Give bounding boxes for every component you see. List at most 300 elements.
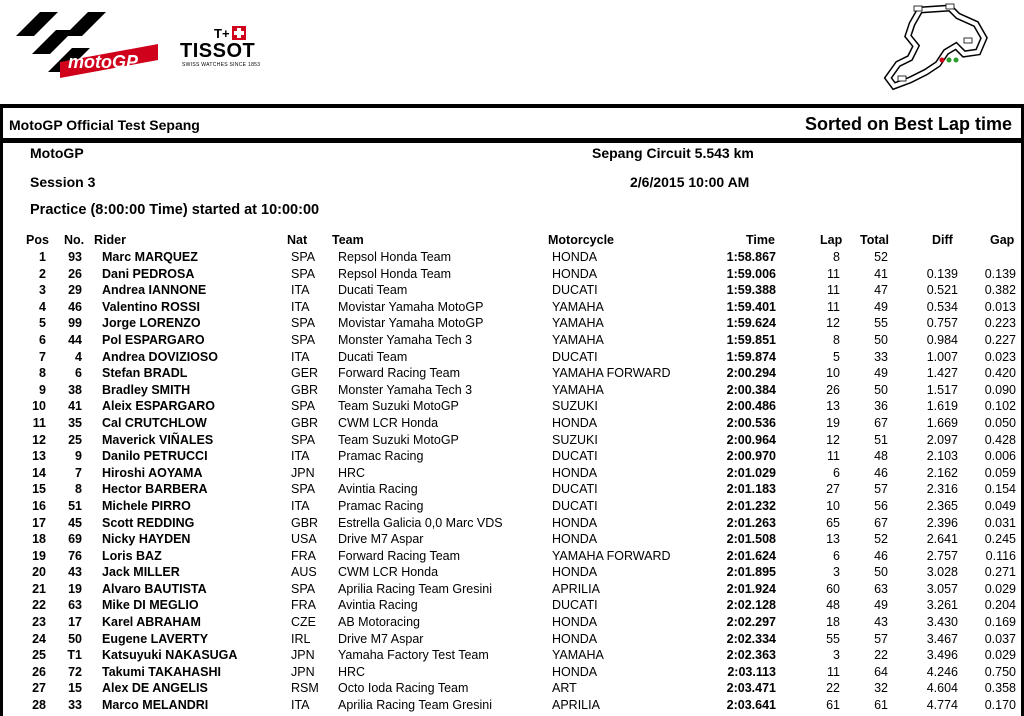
cell-time: 2:01.924 xyxy=(726,581,776,596)
cell-nat: SPA xyxy=(291,250,316,264)
cell-no: 44 xyxy=(68,332,82,347)
cell-nat: ITA xyxy=(291,283,310,298)
cell-diff: 3.430 xyxy=(926,615,958,630)
table-row xyxy=(0,448,1024,465)
cell-rider: Maverick VIÑALES xyxy=(102,432,214,447)
cell-diff: 0.139 xyxy=(926,266,958,281)
cell-lap: 6 xyxy=(833,465,840,480)
cell-no: 8 xyxy=(75,482,82,497)
cell-gap: 0.031 xyxy=(984,515,1016,530)
cell-pos: 13 xyxy=(32,449,46,464)
cell-lap: 22 xyxy=(826,681,840,696)
cell-lap: 55 xyxy=(826,631,840,646)
cell-rider: Karel ABRAHAM xyxy=(102,615,201,630)
cell-team: Repsol Honda Team xyxy=(338,266,452,281)
cell-no: 69 xyxy=(68,532,82,547)
cell-motorcycle: HONDA xyxy=(552,615,598,630)
cell-gap: 0.382 xyxy=(984,283,1016,298)
cell-gap: 0.049 xyxy=(984,498,1016,513)
cell-diff: 0.521 xyxy=(926,283,958,298)
cell-no: 26 xyxy=(68,266,82,281)
cell-total: 22 xyxy=(874,648,888,663)
cell-total: 52 xyxy=(874,250,888,264)
motogp-logo xyxy=(10,6,166,84)
cell-gap: 0.059 xyxy=(984,465,1016,480)
cell-time: 2:01.183 xyxy=(726,482,776,497)
cell-gap: 0.170 xyxy=(984,698,1016,713)
cell-gap: 0.358 xyxy=(984,681,1016,696)
cell-lap: 3 xyxy=(833,565,840,580)
cell-total: 43 xyxy=(874,615,888,630)
cell-pos: 19 xyxy=(32,548,46,563)
cell-rider: Valentino ROSSI xyxy=(102,299,200,314)
cell-team: CWM LCR Honda xyxy=(338,415,439,430)
cell-motorcycle: HONDA xyxy=(552,565,598,580)
cell-rider: Eugene LAVERTY xyxy=(102,631,209,646)
cell-team: Octo Ioda Racing Team xyxy=(338,681,469,696)
cell-team: HRC xyxy=(338,465,366,480)
cell-nat: GER xyxy=(291,366,319,381)
cell-total: 67 xyxy=(874,415,888,430)
col-header-lap: Lap xyxy=(820,233,843,247)
col-header-diff: Diff xyxy=(932,233,953,247)
session-label: Session 3 xyxy=(30,174,96,190)
cell-gap: 0.245 xyxy=(984,532,1016,547)
cell-nat: SPA xyxy=(291,432,316,447)
sort-label: Sorted on Best Lap time xyxy=(804,114,1012,134)
cell-rider: Michele PIRRO xyxy=(102,498,191,513)
cell-lap: 65 xyxy=(826,515,840,530)
cell-diff: 0.534 xyxy=(926,299,958,314)
cell-nat: USA xyxy=(291,532,317,547)
cell-time: 2:00.384 xyxy=(726,382,776,397)
tissot-wordmark: TISSOT xyxy=(180,40,256,62)
cell-gap: 0.090 xyxy=(984,382,1016,397)
cell-total: 48 xyxy=(874,449,888,464)
table-row xyxy=(0,664,1024,681)
table-row xyxy=(0,398,1024,415)
svg-text:motoGP: motoGP xyxy=(68,52,138,72)
cell-time: 2:03.113 xyxy=(727,664,776,679)
table-row xyxy=(0,614,1024,631)
cell-team: CWM LCR Honda xyxy=(338,565,439,580)
cell-total: 63 xyxy=(874,581,888,596)
cell-gap: 0.050 xyxy=(984,415,1016,430)
cell-nat: RSM xyxy=(291,681,319,696)
cell-time: 2:02.297 xyxy=(726,615,776,630)
cell-lap: 18 xyxy=(826,615,840,630)
cell-time: 1:59.006 xyxy=(726,266,776,281)
cell-lap: 5 xyxy=(833,349,840,364)
cell-diff: 2.396 xyxy=(926,515,958,530)
table-row xyxy=(0,531,1024,548)
cell-lap: 13 xyxy=(826,532,840,547)
cell-motorcycle: HONDA xyxy=(552,631,598,646)
cell-team: Ducati Team xyxy=(338,349,408,364)
col-header-time: Time xyxy=(746,233,775,247)
cell-time: 2:01.232 xyxy=(726,498,776,513)
cell-time: 1:59.851 xyxy=(726,332,776,347)
cell-diff: 3.467 xyxy=(926,631,958,646)
cell-rider: Hiroshi AOYAMA xyxy=(102,465,203,480)
cell-no: 43 xyxy=(68,565,82,580)
cell-gap: 0.204 xyxy=(984,598,1016,613)
cell-nat: SPA xyxy=(291,399,316,414)
circuit-label: Sepang Circuit 5.543 km xyxy=(592,145,754,161)
cell-motorcycle: HONDA xyxy=(552,250,598,264)
cell-diff: 3.028 xyxy=(926,565,958,580)
cell-time: 2:02.334 xyxy=(726,631,776,646)
cell-motorcycle: APRILIA xyxy=(552,698,600,713)
cell-team: AB Motoracing xyxy=(338,615,420,630)
tissot-tagline: SWISS WATCHES SINCE 1853 xyxy=(182,62,261,68)
cell-no: 38 xyxy=(68,382,82,397)
col-header-nat: Nat xyxy=(287,233,308,247)
col-header-no: No. xyxy=(64,233,85,247)
table-row xyxy=(0,647,1024,664)
cell-rider: Hector BARBERA xyxy=(102,482,208,497)
cell-team: Repsol Honda Team xyxy=(338,250,452,264)
cell-no: 7 xyxy=(75,465,82,480)
cell-motorcycle: HONDA xyxy=(552,415,598,430)
cell-motorcycle: YAMAHA xyxy=(552,316,604,331)
cell-team: Pramac Racing xyxy=(338,498,424,513)
cell-lap: 11 xyxy=(827,266,840,281)
cell-nat: ITA xyxy=(291,698,310,713)
cell-lap: 11 xyxy=(827,283,840,298)
cell-diff: 4.774 xyxy=(926,698,958,713)
cell-total: 36 xyxy=(874,399,888,414)
cell-pos: 6 xyxy=(39,332,46,347)
cell-pos: 26 xyxy=(32,664,46,679)
cell-lap: 19 xyxy=(826,415,840,430)
cell-gap: 0.023 xyxy=(984,349,1016,364)
cell-pos: 28 xyxy=(32,698,46,713)
cell-rider: Pol ESPARGARO xyxy=(102,332,205,347)
cell-team: Yamaha Factory Test Team xyxy=(338,648,489,663)
cell-nat: CZE xyxy=(291,615,316,630)
cell-motorcycle: HONDA xyxy=(552,664,598,679)
cell-pos: 11 xyxy=(32,415,46,430)
cell-nat: ITA xyxy=(291,349,310,364)
tissot-logo xyxy=(180,26,280,70)
cell-no: 99 xyxy=(68,316,82,331)
table-row xyxy=(0,680,1024,697)
cell-lap: 8 xyxy=(833,250,840,264)
cell-no: 45 xyxy=(68,515,82,530)
cell-motorcycle: APRILIA xyxy=(552,581,600,596)
cell-nat: JPN xyxy=(291,465,315,480)
cell-diff: 3.261 xyxy=(926,598,958,613)
cell-lap: 60 xyxy=(826,581,840,596)
cell-time: 2:01.029 xyxy=(726,465,776,480)
cell-team: Monster Yamaha Tech 3 xyxy=(338,332,473,347)
cell-no: 29 xyxy=(68,283,82,298)
cell-time: 1:59.401 xyxy=(726,299,776,314)
cell-motorcycle: ART xyxy=(552,681,577,696)
cell-motorcycle: YAMAHA xyxy=(552,299,604,314)
cell-nat: FRA xyxy=(291,548,316,563)
cell-team: Estrella Galicia 0,0 Marc VDS xyxy=(338,515,503,530)
cell-team: Ducati Team xyxy=(338,283,408,298)
cell-time: 2:02.128 xyxy=(726,598,776,613)
cell-no: 51 xyxy=(68,498,82,513)
cell-gap: 0.420 xyxy=(984,366,1016,381)
table-row xyxy=(0,481,1024,498)
cell-lap: 27 xyxy=(826,482,840,497)
table-row xyxy=(0,282,1024,299)
cell-rider: Takumi TAKAHASHI xyxy=(102,664,221,679)
cell-lap: 10 xyxy=(826,498,840,513)
cell-motorcycle: SUZUKI xyxy=(552,399,598,414)
cell-team: Movistar Yamaha MotoGP xyxy=(338,316,484,331)
cell-team: Team Suzuki MotoGP xyxy=(338,432,459,447)
cell-time: 1:59.624 xyxy=(726,316,776,331)
cell-nat: ITA xyxy=(291,449,310,464)
cell-pos: 27 xyxy=(32,681,46,696)
cell-no: 17 xyxy=(68,615,82,630)
table-row xyxy=(0,315,1024,332)
table-row xyxy=(0,266,1024,283)
cell-rider: Andrea DOVIZIOSO xyxy=(102,349,218,364)
cell-nat: GBR xyxy=(291,515,319,530)
cell-team: Movistar Yamaha MotoGP xyxy=(338,299,484,314)
cell-rider: Dani PEDROSA xyxy=(102,266,195,281)
cell-no: 9 xyxy=(75,449,82,464)
cell-motorcycle: SUZUKI xyxy=(552,432,598,447)
cell-gap: 0.271 xyxy=(984,565,1016,580)
table-row xyxy=(0,581,1024,598)
svg-text:T+: T+ xyxy=(214,26,230,40)
cell-gap: 0.223 xyxy=(984,316,1016,331)
table-row xyxy=(0,597,1024,614)
cell-total: 57 xyxy=(874,631,888,646)
cell-rider: Jorge LORENZO xyxy=(102,316,201,331)
cell-pos: 4 xyxy=(39,299,46,314)
practice-label: Practice (8:00:00 Time) started at 10:00:00 xyxy=(30,202,320,218)
cell-rider: Aleix ESPARGARO xyxy=(102,399,215,414)
cell-total: 46 xyxy=(874,548,888,563)
cell-lap: 48 xyxy=(826,598,840,613)
category-label: MotoGP xyxy=(30,145,84,161)
header xyxy=(0,0,1024,104)
cell-motorcycle: YAMAHA FORWARD xyxy=(552,548,671,563)
tissot-cross-mark xyxy=(214,26,248,40)
cell-rider: Bradley SMITH xyxy=(102,382,191,397)
cell-lap: 11 xyxy=(827,449,840,464)
cell-team: Pramac Racing xyxy=(338,449,424,464)
cell-gap: 0.029 xyxy=(984,581,1016,596)
cell-motorcycle: YAMAHA FORWARD xyxy=(552,366,671,381)
cell-gap: 0.750 xyxy=(984,664,1016,679)
cell-motorcycle: DUCATI xyxy=(552,482,598,497)
cell-pos: 16 xyxy=(32,498,46,513)
cell-total: 55 xyxy=(874,316,888,331)
title-rule xyxy=(0,138,1024,143)
cell-motorcycle: DUCATI xyxy=(552,283,598,298)
cell-pos: 20 xyxy=(32,565,46,580)
cell-team: Drive M7 Aspar xyxy=(338,631,424,646)
cell-team: HRC xyxy=(338,664,366,679)
cell-nat: FRA xyxy=(291,598,316,613)
cell-pos: 1 xyxy=(39,250,46,264)
cell-lap: 61 xyxy=(826,698,840,713)
cell-team: Avintia Racing xyxy=(338,598,418,613)
cell-motorcycle: HONDA xyxy=(552,515,598,530)
col-header-pos: Pos xyxy=(26,233,49,247)
cell-nat: IRL xyxy=(291,631,311,646)
cell-nat: GBR xyxy=(291,415,319,430)
cell-diff: 0.984 xyxy=(926,332,958,347)
cell-gap: 0.169 xyxy=(984,615,1016,630)
table-row xyxy=(0,332,1024,349)
cell-time: 1:58.867 xyxy=(726,250,776,264)
cell-gap: 0.139 xyxy=(984,266,1016,281)
cell-pos: 25 xyxy=(32,648,46,663)
cell-gap: 0.029 xyxy=(984,648,1016,663)
cell-diff: 1.517 xyxy=(926,382,958,397)
cell-total: 67 xyxy=(874,515,888,530)
cell-gap: 0.227 xyxy=(984,332,1016,347)
cell-nat: SPA xyxy=(291,581,316,596)
cell-time: 2:00.964 xyxy=(726,432,776,447)
cell-pos: 5 xyxy=(39,316,46,331)
cell-rider: Nicky HAYDEN xyxy=(102,532,191,547)
cell-diff: 1.669 xyxy=(926,415,958,430)
cell-total: 57 xyxy=(874,482,888,497)
table-row xyxy=(0,349,1024,366)
cell-gap: 0.037 xyxy=(984,631,1016,646)
cell-pos: 9 xyxy=(39,382,46,397)
col-header-total: Total xyxy=(860,233,889,247)
cell-diff: 1.007 xyxy=(926,349,958,364)
cell-time: 2:00.486 xyxy=(726,399,776,414)
cell-rider: Mike DI MEGLIO xyxy=(102,598,199,613)
table-row xyxy=(0,415,1024,432)
cell-pos: 2 xyxy=(39,266,46,281)
cell-time: 2:01.263 xyxy=(726,515,776,530)
cell-diff: 0.757 xyxy=(926,316,958,331)
cell-pos: 18 xyxy=(32,532,46,547)
cell-rider: Marc MARQUEZ xyxy=(102,250,198,264)
cell-pos: 14 xyxy=(32,465,46,480)
cell-nat: ITA xyxy=(291,299,310,314)
cell-motorcycle: YAMAHA xyxy=(552,648,604,663)
cell-gap: 0.116 xyxy=(985,548,1016,563)
cell-time: 2:03.641 xyxy=(726,698,776,713)
title-bar xyxy=(3,108,1021,138)
cell-diff: 2.757 xyxy=(926,548,958,563)
table-row xyxy=(0,498,1024,515)
table-row xyxy=(0,548,1024,565)
cell-rider: Andrea IANNONE xyxy=(102,283,207,298)
cell-lap: 8 xyxy=(833,332,840,347)
cell-no: 41 xyxy=(68,399,82,414)
cell-motorcycle: YAMAHA xyxy=(552,382,604,397)
cell-lap: 26 xyxy=(826,382,840,397)
table-row xyxy=(0,697,1024,714)
circuit-map-icon xyxy=(880,2,992,98)
cell-time: 1:59.388 xyxy=(726,283,776,298)
cell-diff: 2.316 xyxy=(926,482,958,497)
cell-no: 76 xyxy=(68,548,82,563)
cell-diff: 1.619 xyxy=(926,399,958,414)
cell-total: 46 xyxy=(874,465,888,480)
table-row xyxy=(0,365,1024,382)
cell-time: 1:59.874 xyxy=(726,349,776,364)
table-row xyxy=(0,465,1024,482)
cell-lap: 11 xyxy=(827,664,840,679)
cell-no: 19 xyxy=(68,581,82,596)
cell-lap: 11 xyxy=(827,299,840,314)
cell-total: 41 xyxy=(874,266,888,281)
event-title: MotoGP Official Test Sepang xyxy=(9,117,200,133)
cell-team: Forward Racing Team xyxy=(338,366,461,381)
cell-motorcycle: DUCATI xyxy=(552,498,598,513)
cell-diff: 2.103 xyxy=(926,449,958,464)
table-row xyxy=(0,299,1024,316)
cell-pos: 15 xyxy=(32,482,46,497)
cell-no: 46 xyxy=(68,299,82,314)
cell-rider: Alvaro BAUTISTA xyxy=(102,581,207,596)
cell-lap: 12 xyxy=(826,316,840,331)
cell-team: Aprilia Racing Team Gresini xyxy=(338,698,492,713)
cell-team: Team Suzuki MotoGP xyxy=(338,399,459,414)
cell-gap: 0.102 xyxy=(984,399,1016,414)
cell-nat: SPA xyxy=(291,332,316,347)
cell-time: 2:00.294 xyxy=(726,366,776,381)
cell-no: 4 xyxy=(75,349,82,364)
cell-total: 52 xyxy=(874,532,888,547)
cell-gap: 0.006 xyxy=(984,449,1016,464)
cell-total: 51 xyxy=(874,432,888,447)
cell-motorcycle: HONDA xyxy=(552,266,598,281)
cell-total: 50 xyxy=(874,565,888,580)
cell-time: 2:01.508 xyxy=(726,532,776,547)
cell-gap: 0.428 xyxy=(984,432,1016,447)
cell-lap: 6 xyxy=(833,548,840,563)
cell-total: 49 xyxy=(874,366,888,381)
cell-pos: 24 xyxy=(32,631,46,646)
col-header-gap: Gap xyxy=(990,233,1015,247)
cell-diff: 3.496 xyxy=(926,648,958,663)
cell-pos: 17 xyxy=(32,515,46,530)
cell-motorcycle: DUCATI xyxy=(552,598,598,613)
cell-diff: 1.427 xyxy=(926,366,958,381)
cell-diff: 2.162 xyxy=(926,465,958,480)
cell-nat: SPA xyxy=(291,482,316,497)
cell-motorcycle: DUCATI xyxy=(552,349,598,364)
datetime-label: 2/6/2015 10:00 AM xyxy=(630,174,750,190)
table-row xyxy=(0,631,1024,648)
table-row xyxy=(0,564,1024,581)
cell-diff: 2.641 xyxy=(926,532,958,547)
cell-nat: JPN xyxy=(291,648,315,663)
cell-pos: 22 xyxy=(32,598,46,613)
cell-total: 49 xyxy=(874,598,888,613)
cell-total: 33 xyxy=(874,349,888,364)
cell-rider: Jack MILLER xyxy=(102,565,180,580)
cell-team: Forward Racing Team xyxy=(338,548,461,563)
cell-motorcycle: HONDA xyxy=(552,465,598,480)
cell-nat: JPN xyxy=(291,664,315,679)
cell-no: 35 xyxy=(68,415,82,430)
cell-pos: 23 xyxy=(32,615,46,630)
cell-nat: GBR xyxy=(291,382,319,397)
cell-gap: 0.013 xyxy=(984,299,1016,314)
cell-diff: 4.604 xyxy=(926,681,958,696)
cell-diff: 4.246 xyxy=(926,664,958,679)
